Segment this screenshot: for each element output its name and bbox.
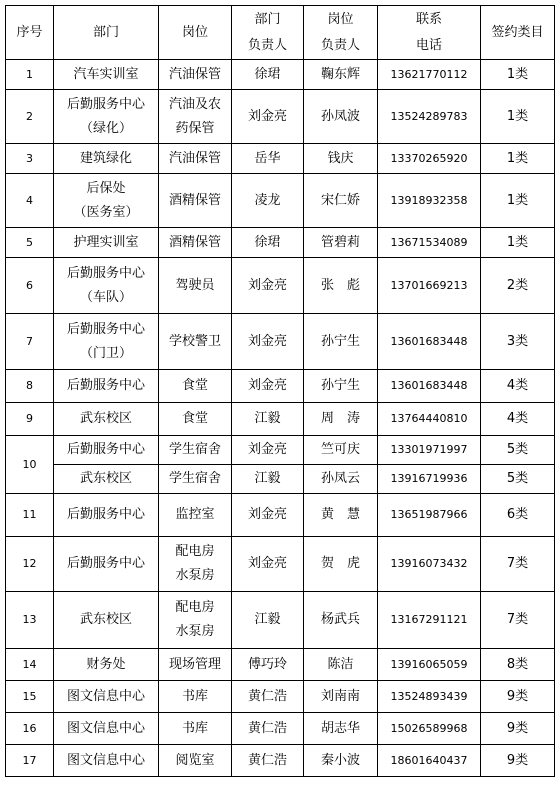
row-number: 2 [6,90,54,144]
phone-cell: 13764440810 [378,403,481,436]
post-cell [159,436,232,465]
department-cell [54,681,159,713]
phone-cell: 13167291121 [378,592,481,649]
table-body [6,60,555,777]
post-cell [159,494,232,537]
dept-head-cell: 徐珺 [232,228,304,258]
row-number: 1 [6,60,54,90]
category-cell: 9类 [481,681,555,713]
phone-cell: 13916065059 [378,649,481,681]
phone-cell: 13370265920 [378,144,481,174]
phone-cell: 13918932358 [378,174,481,228]
category-cell: 1类 [481,228,555,258]
post-head-cell: 秦小波 [304,745,378,777]
department-cell-line: 建筑绿化 [79,150,132,166]
department-cell [54,60,159,90]
row-number: 6 [6,258,54,314]
header-row [6,6,555,60]
phone-cell: 13671534089 [378,228,481,258]
post-cell [159,60,232,90]
department-cell-line: 图文信息中心 [66,688,145,704]
post-cell [159,258,232,314]
post-head-cell: 杨武兵 [304,592,378,649]
department-cell [54,649,159,681]
department-cell-line: 后勤服务中心 [66,265,145,281]
header-post-head-line2: 负责人 [320,37,360,53]
table-row [6,403,555,436]
dept-head-cell: 岳华 [232,144,304,174]
row-number: 15 [6,681,54,713]
header-post-head-line1: 岗位 [327,11,354,27]
header-phone-line1: 联系 [415,11,442,27]
table-row [6,90,555,144]
post-head-cell: 张 彪 [304,258,378,314]
post-cell-line: 学生宿舍 [168,471,221,486]
post-cell [159,174,232,228]
category-cell: 6类 [481,494,555,537]
department-cell [54,465,159,494]
post-cell [159,144,232,174]
phone-cell: 13601683448 [378,370,481,403]
post-head-cell: 黄 慧 [304,494,378,537]
phone-cell: 13524289783 [378,90,481,144]
table-row [6,745,555,777]
department-cell [54,745,159,777]
table-row [6,465,555,494]
post-cell-line: 水泵房 [175,624,215,639]
category-cell: 1类 [481,174,555,228]
header-dept: 部门 [54,6,159,60]
phone-cell: 13916719936 [378,465,481,494]
post-cell [159,745,232,777]
post-head-cell: 刘南南 [304,681,378,713]
category-cell: 5类 [481,465,555,494]
category-cell: 4类 [481,370,555,403]
department-cell-line: （门卫） [79,345,132,361]
table-row [6,144,555,174]
post-cell-line: 现场管理 [168,656,221,672]
category-cell: 1类 [481,60,555,90]
post-head-cell: 管碧莉 [304,228,378,258]
phone-cell: 13916073432 [378,537,481,592]
table-row [6,494,555,537]
post-cell-line: 汽油保管 [168,150,221,166]
phone-cell: 13651987966 [378,494,481,537]
department-cell [54,494,159,537]
department-cell [54,228,159,258]
dept-head-cell: 凌龙 [232,174,304,228]
header-dept-head-line1: 部门 [254,11,281,27]
category-cell: 4类 [481,403,555,436]
department-cell-line: 武东校区 [79,612,132,627]
department-cell-line: 后勤服务中心 [66,96,145,112]
header-phone-line2: 电话 [415,37,442,53]
department-cell [54,144,159,174]
header-dept-head [232,6,304,60]
post-cell-line: 食堂 [181,378,208,393]
category-cell: 1类 [481,144,555,174]
post-cell [159,90,232,144]
category-cell: 9类 [481,745,555,777]
row-number: 17 [6,745,54,777]
table-row [6,314,555,370]
post-cell-line: 酒精保管 [168,234,221,250]
department-cell-line: 汽车实训室 [73,66,139,82]
phone-cell: 13621770112 [378,60,481,90]
post-cell [159,370,232,403]
post-head-cell: 孙宁生 [304,314,378,370]
department-cell-line: 图文信息中心 [66,752,145,768]
header-phone [378,6,481,60]
department-cell-line: 武东校区 [79,471,132,486]
department-cell [54,403,159,436]
category-cell: 9类 [481,713,555,745]
department-cell-line: 后勤服务中心 [66,507,145,522]
post-cell [159,314,232,370]
header-post: 岗位 [159,6,232,60]
dept-head-cell: 刘金亮 [232,90,304,144]
dept-head-cell: 黄仁浩 [232,681,304,713]
post-cell-line: 食堂 [181,411,208,426]
post-cell [159,537,232,592]
post-cell-line: 汽油及农 [168,96,221,112]
dept-head-cell: 江毅 [232,403,304,436]
category-cell: 1类 [481,90,555,144]
post-head-cell: 孙凤波 [304,90,378,144]
table-row [6,681,555,713]
department-cell-line: 后勤服务中心 [66,378,145,393]
department-cell-line: 后勤服务中心 [66,556,145,571]
post-cell [159,681,232,713]
contract-table [5,5,555,777]
post-head-cell: 胡志华 [304,713,378,745]
table-row [6,370,555,403]
post-cell-line: 阅览室 [175,752,215,768]
department-cell-line: 财务处 [86,656,126,672]
table-row [6,649,555,681]
department-cell-line: 后勤服务中心 [66,442,145,457]
category-cell: 3类 [481,314,555,370]
category-cell: 7类 [481,537,555,592]
table-row [6,537,555,592]
department-cell [54,174,159,228]
dept-head-cell: 黄仁浩 [232,713,304,745]
department-cell [54,713,159,745]
category-cell: 8类 [481,649,555,681]
category-cell: 7类 [481,592,555,649]
row-number: 4 [6,174,54,228]
table-row [6,174,555,228]
post-cell [159,403,232,436]
header-dept-head-line2: 负责人 [247,37,287,53]
department-cell-line: 武东校区 [79,411,132,426]
row-number: 10 [6,436,54,494]
dept-head-cell: 徐珺 [232,60,304,90]
department-cell-line: （医务室） [73,204,139,220]
row-number: 7 [6,314,54,370]
department-cell [54,592,159,649]
table-row [6,228,555,258]
row-number: 8 [6,370,54,403]
department-cell-line: 后勤服务中心 [66,321,145,337]
phone-cell: 13601683448 [378,314,481,370]
department-cell-line: 护理实训室 [73,234,139,250]
department-cell [54,537,159,592]
dept-head-cell: 江毅 [232,465,304,494]
post-head-cell: 孙凤云 [304,465,378,494]
post-head-cell: 钱庆 [304,144,378,174]
post-head-cell: 贺 虎 [304,537,378,592]
table-row [6,592,555,649]
post-cell-line: 配电房 [175,544,215,559]
dept-head-cell: 刘金亮 [232,370,304,403]
department-cell [54,258,159,314]
post-cell-line: 药保管 [175,120,215,136]
department-cell-line: （绿化） [79,120,132,136]
phone-cell: 13301971997 [378,436,481,465]
dept-head-cell: 刘金亮 [232,436,304,465]
post-cell-line: 学生宿舍 [168,442,221,457]
post-head-cell: 陈洁 [304,649,378,681]
category-cell: 2类 [481,258,555,314]
dept-head-cell: 刘金亮 [232,258,304,314]
post-cell [159,228,232,258]
department-cell [54,314,159,370]
dept-head-cell: 刘金亮 [232,537,304,592]
dept-head-cell: 傅巧玲 [232,649,304,681]
post-cell-line: 酒精保管 [168,192,221,208]
row-number: 14 [6,649,54,681]
post-cell-line: 水泵房 [175,568,215,583]
table-row [6,713,555,745]
row-number: 9 [6,403,54,436]
row-number: 5 [6,228,54,258]
post-cell-line: 配电房 [175,600,215,615]
post-cell [159,592,232,649]
department-cell-line: （车队） [79,289,132,305]
phone-cell: 15026589968 [378,713,481,745]
post-cell-line: 监控室 [175,507,215,522]
header-category: 签约类目 [481,6,555,60]
row-number: 12 [6,537,54,592]
post-cell [159,649,232,681]
header-post-head [304,6,378,60]
post-cell-line: 书库 [181,720,208,736]
row-number: 11 [6,494,54,537]
dept-head-cell: 江毅 [232,592,304,649]
phone-cell: 18601640437 [378,745,481,777]
dept-head-cell: 刘金亮 [232,494,304,537]
row-number: 13 [6,592,54,649]
category-cell: 5类 [481,436,555,465]
department-cell [54,370,159,403]
post-cell-line: 驾驶员 [175,277,215,293]
row-number: 16 [6,713,54,745]
department-cell-line: 图文信息中心 [66,720,145,736]
post-cell-line: 汽油保管 [168,66,221,82]
dept-head-cell: 刘金亮 [232,314,304,370]
post-cell-line: 学校警卫 [168,333,221,349]
post-cell [159,713,232,745]
post-cell [159,465,232,494]
dept-head-cell: 黄仁浩 [232,745,304,777]
table-row [6,258,555,314]
department-cell [54,436,159,465]
post-head-cell: 鞠东辉 [304,60,378,90]
phone-cell: 13701669213 [378,258,481,314]
row-number: 3 [6,144,54,174]
table-row [6,60,555,90]
header-no: 序号 [6,6,54,60]
post-head-cell: 宋仁娇 [304,174,378,228]
phone-cell: 13524893439 [378,681,481,713]
post-head-cell: 周 涛 [304,403,378,436]
post-head-cell: 孙宁生 [304,370,378,403]
department-cell [54,90,159,144]
department-cell-line: 后保处 [86,180,126,196]
table-row [6,436,555,465]
post-cell-line: 书库 [181,688,208,704]
post-head-cell: 竺可庆 [304,436,378,465]
